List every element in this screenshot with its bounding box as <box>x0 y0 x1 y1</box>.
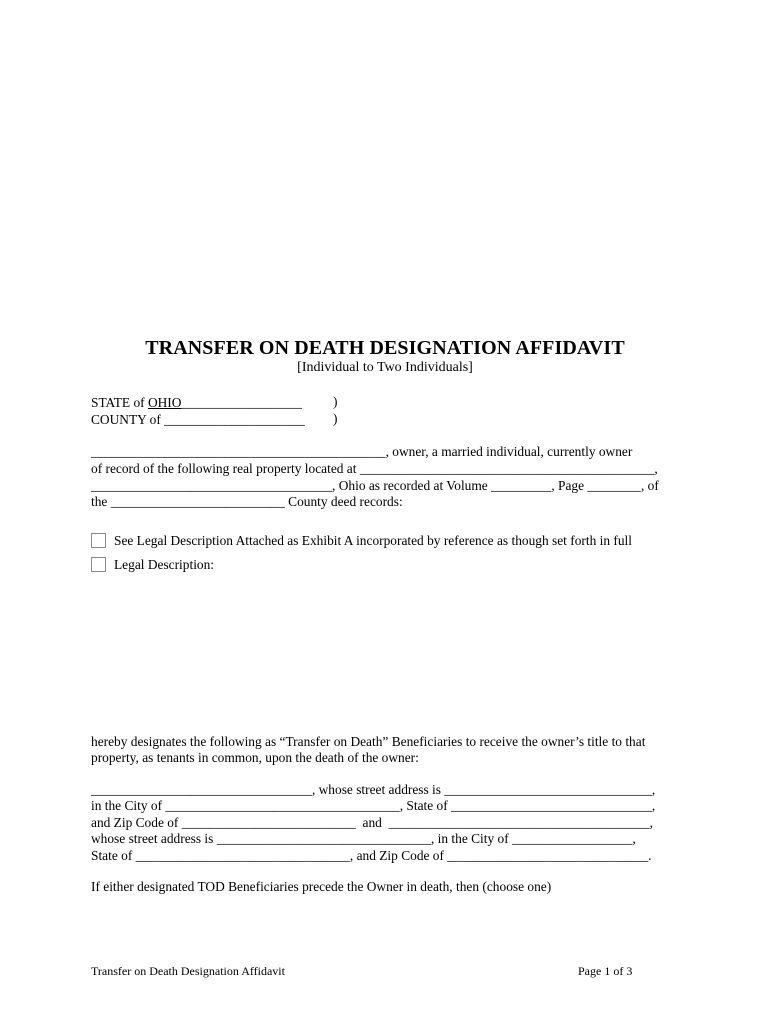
state-line <box>91 394 302 411</box>
exhibit-a-label: See Legal Description Attached as Exhibit A incorporated by reference as though set forth in full <box>114 533 632 548</box>
state-label: STATE of <box>91 395 145 410</box>
beneficiary-line-1: _________________________________, whose street address is _______________________________, <box>91 782 656 797</box>
page-number: Page 1 of 3 <box>578 964 633 978</box>
county-paren: ) <box>333 411 338 426</box>
owner-line-4: the __________________________ County deed records: <box>91 494 403 509</box>
document-subtitle: [Individual to Two Individuals] <box>297 360 473 375</box>
beneficiary-line-3: and Zip Code of __________________________ and _______________________________________, <box>91 815 654 830</box>
exhibit-a-checkbox[interactable] <box>91 533 106 548</box>
owner-line-3: ____________________________________, Ohio as recorded at Volume _________, Page ________, of <box>91 478 659 493</box>
footer-title: Transfer on Death Designation Affidavit <box>91 964 285 978</box>
designation-line-2: property, as tenants in common, upon the death of the owner: <box>91 750 419 765</box>
beneficiary-line-4: whose street address is ________________________________, in the City of __________________, <box>91 831 636 846</box>
county-blank: _____________________ <box>164 412 305 427</box>
state-blank: __________________ <box>181 395 302 410</box>
legal-description-checkbox[interactable] <box>91 557 106 572</box>
state-value: OHIO <box>147 395 182 410</box>
document-title: TRANSFER ON DEATH DESIGNATION AFFIDAVIT <box>145 337 625 359</box>
designation-line-1: hereby designates the following as “Transfer on Death” Beneficiaries to receive the owner’s title to that <box>91 734 646 749</box>
owner-line-1: ____________________________________________, owner, a married individual, currently owner <box>91 444 633 459</box>
county-label: COUNTY of <box>91 412 161 427</box>
county-line <box>91 411 305 428</box>
owner-line-2: of record of the following real property located at ____________________________________________, <box>91 461 658 476</box>
beneficiary-line-2: in the City of ___________________________________, State of ______________________________, <box>91 798 656 813</box>
legal-description-label: Legal Description: <box>114 557 215 572</box>
beneficiary-line-5: State of ________________________________, and Zip Code of ______________________________. <box>91 848 652 863</box>
state-paren: ) <box>333 394 338 409</box>
predecease-text: If either designated TOD Beneficiaries precede the Owner in death, then (choose one) <box>91 879 552 894</box>
